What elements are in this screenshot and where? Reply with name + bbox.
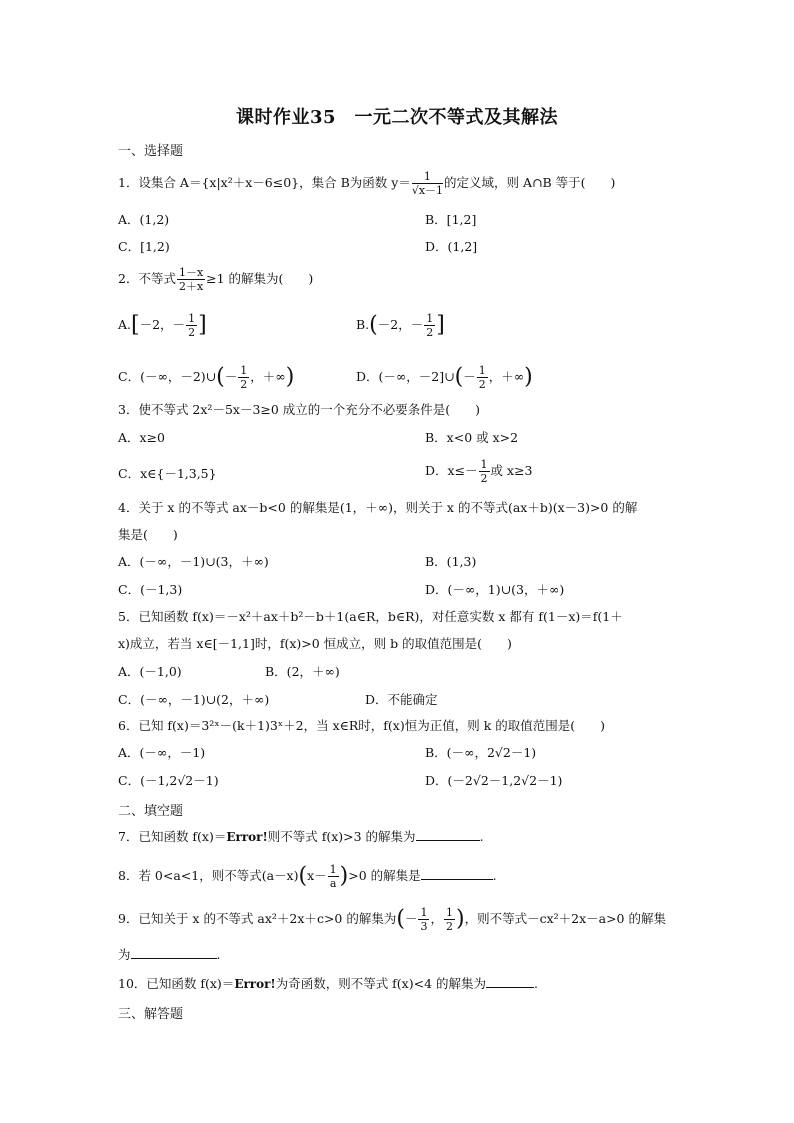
question-2-option-b: B.(－2，－ $\frac{1}{2}$ ] <box>356 312 445 339</box>
answer-blank <box>416 828 480 841</box>
question-6-stem: 6．已知 f(x)＝3²ˣ－(k＋1)3ˣ＋2，当 x∈R时，f(x)恒为正值，则 k 的取值范围是( ) <box>118 718 605 733</box>
question-5-option-d: D．不能确定 <box>365 692 438 707</box>
question-3-option-d: D．x≤－ $\frac{1}{2}$ 或 x≥3 <box>425 458 533 485</box>
question-4-option-b: B．(1,3) <box>425 554 477 569</box>
question-5-stem-line1: 5．已知函数 f(x)＝－x²＋ax＋b²－b＋1(a∈R，b∈R)，对任意实数 x 都有 f(1－x)＝f(1＋ <box>118 609 623 624</box>
question-3-option-b: B．x<0 或 x>2 <box>425 430 519 445</box>
question-1-option-c: C．[1,2) <box>118 239 170 254</box>
question-1-option-a: A．(1,2) <box>118 212 170 227</box>
question-3-option-a: A．x≥0 <box>118 430 166 445</box>
question-4-option-a: A．(－∞，－1)∪(3，＋∞) <box>118 554 269 569</box>
question-4-stem-line2: 集是( ) <box>118 527 178 542</box>
question-3-option-c: C．x∈{－1,3,5} <box>118 466 217 481</box>
question-8: 8．若 0<a<1，则不等式(a－x)(x－ $\frac{1}{a}$ )>0 的解集是 . <box>118 863 497 890</box>
fraction: $\frac{1}{√x-1}$ <box>411 170 444 197</box>
answer-blank <box>421 867 493 880</box>
question-9-line2: 为 . <box>118 947 221 962</box>
question-6-option-c: C．(－1,2√2－1) <box>118 773 219 788</box>
question-5-option-c: C．(－∞，－1)∪(2，＋∞) <box>118 692 270 707</box>
question-5-option-b: B．(2，＋∞) <box>265 664 340 679</box>
section-fill: 二、填空题 <box>118 804 184 819</box>
answer-blank <box>131 946 217 959</box>
question-1-stem: 1．设集合 A＝{x|x²＋x－6≤0}，集合 B为函数 y＝ $\frac{1}{√x-1}$ 的定义域，则 A∩B 等于( ) <box>118 170 616 197</box>
question-4-stem-line1: 4．关于 x 的不等式 ax－b<0 的解集是(1，＋∞)，则关于 x 的不等式(ax＋b)(x－3)>0 的解 <box>118 500 638 515</box>
question-5-stem-line2: x)成立，若当 x∈[－1,1]时，f(x)>0 恒成立，则 b 的取值范围是( ) <box>118 636 512 651</box>
question-3-stem: 3．使不等式 2x²－5x－3≥0 成立的一个充分不必要条件是( ) <box>118 402 481 417</box>
question-4-option-c: C．(－1,3) <box>118 582 183 597</box>
question-7: 7．已知函数 f(x)＝Error!则不等式 f(x)>3 的解集为 . <box>118 829 484 844</box>
question-2-option-a: A.[－2，－ $\frac{1}{2}$ ] <box>118 312 207 339</box>
question-2-stem: 2．不等式 $\frac{1-x}{2+x}$ ≥1 的解集为( ) <box>118 266 314 293</box>
fraction: $\frac{1-x}{2+x}$ <box>178 266 204 293</box>
question-2-option-d: D．(－∞，－2]∪(－ $\frac{1}{2}$ ，＋∞) <box>356 364 533 391</box>
question-4-option-d: D．(－∞，1)∪(3，＋∞) <box>425 582 565 597</box>
question-6-option-a: A．(－∞，－1) <box>118 745 206 760</box>
question-5-option-a: A．(－1,0) <box>118 664 182 679</box>
question-1-option-b: B．[1,2] <box>425 212 477 227</box>
answer-blank <box>486 975 534 988</box>
question-2-option-c: C．(－∞，－2)∪(－ $\frac{1}{2}$ ，＋∞) <box>118 364 295 391</box>
page-title: 课时作业35 一元二次不等式及其解法 <box>235 107 559 128</box>
question-10: 10．已知函数 f(x)＝Error!为奇函数，则不等式 f(x)<4 的解集为 . <box>118 976 538 991</box>
question-6-option-d: D．(－2√2－1,2√2－1) <box>425 773 563 788</box>
section-choice: 一、选择题 <box>118 144 184 159</box>
section-answer: 三、解答题 <box>118 1007 184 1022</box>
question-1-option-d: D．(1,2] <box>425 239 478 254</box>
question-9-line1: 9．已知关于 x 的不等式 ax²＋2x＋c>0 的解集为(－ $\frac{1}{3}$ ， $\frac{1}{2}$ )，则不等式－cx²＋2x－a>0 的解集 <box>118 906 666 933</box>
question-6-option-b: B．(－∞，2√2－1) <box>425 745 537 760</box>
